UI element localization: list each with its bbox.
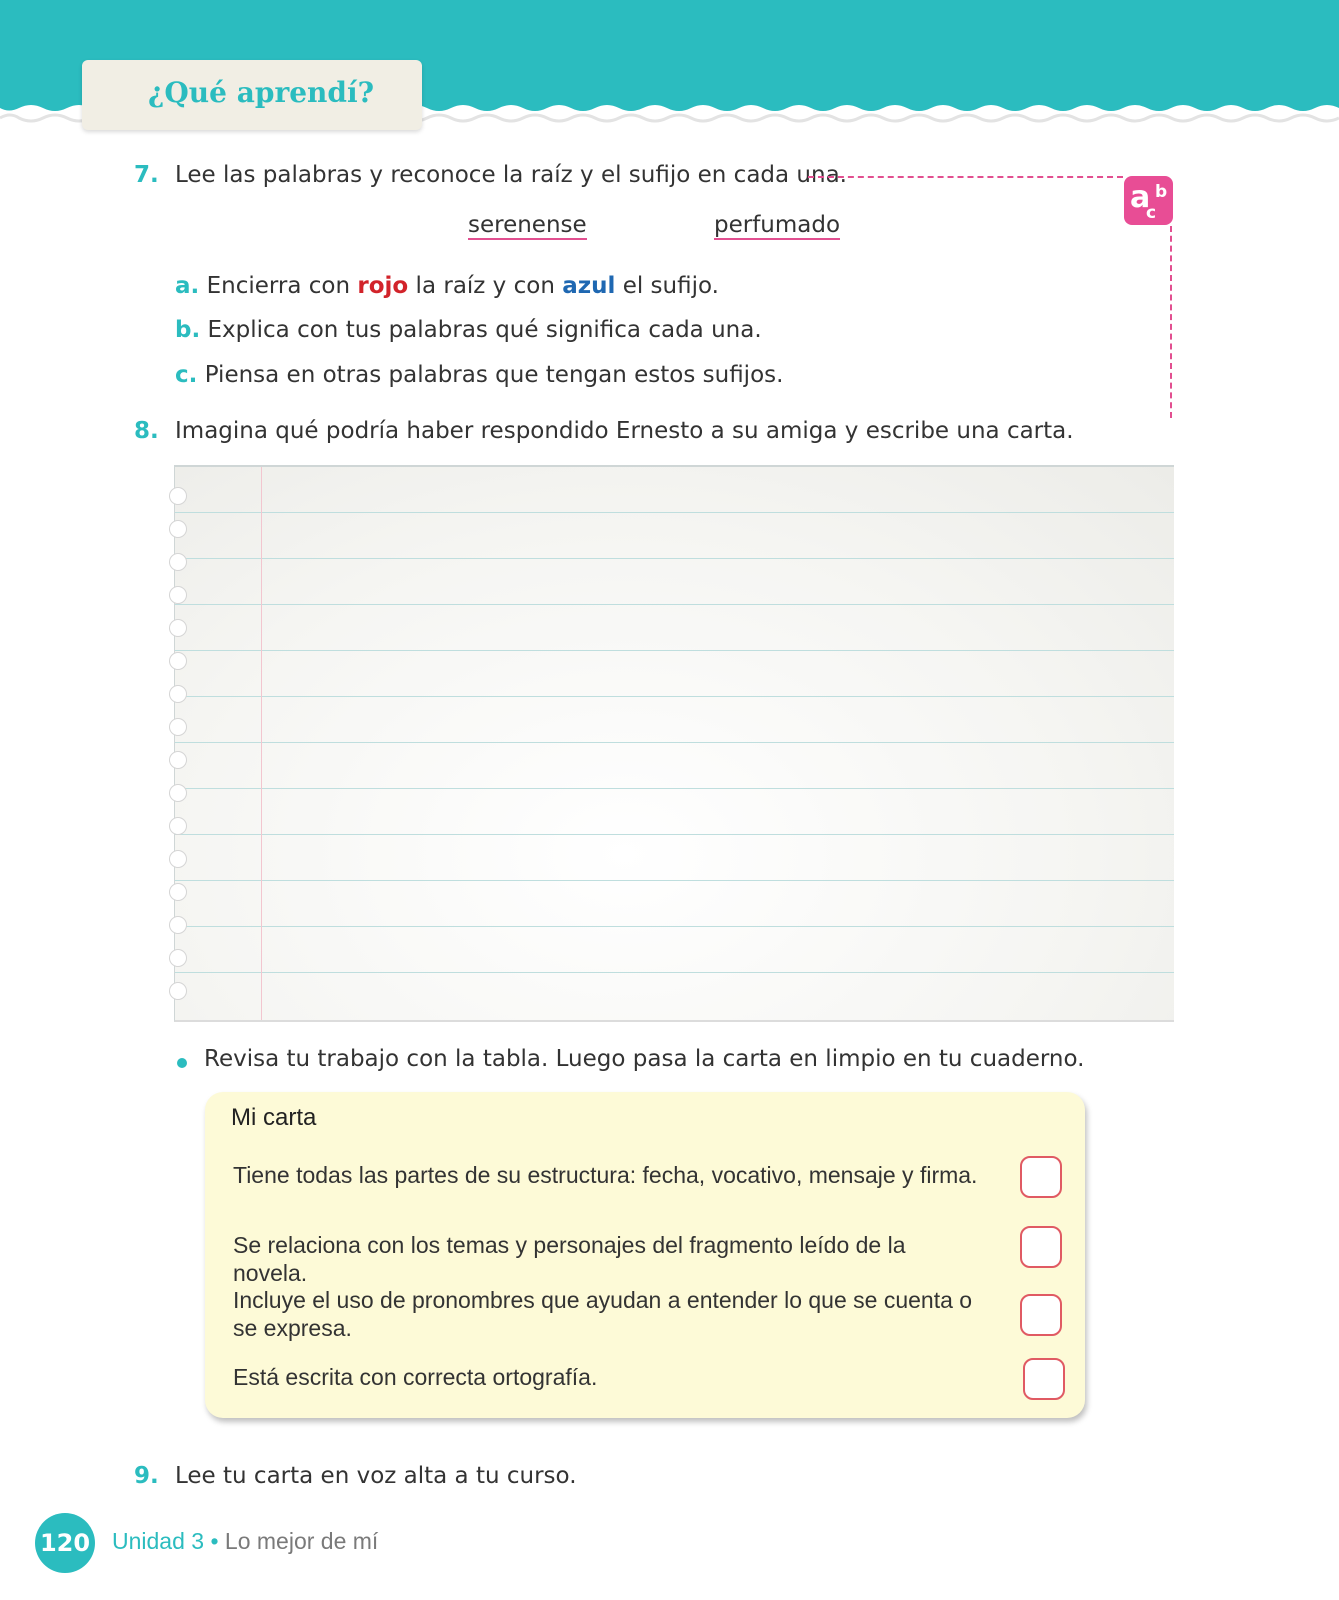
checklist-checkbox[interactable]	[1020, 1294, 1062, 1336]
binder-ring	[169, 553, 187, 571]
checklist-checkbox[interactable]	[1023, 1358, 1065, 1400]
instruction-c: c. Piensa en otras palabras que tengan estos sufijos.	[175, 362, 784, 388]
binder-ring	[169, 586, 187, 604]
letter-writing-area[interactable]	[174, 465, 1174, 1022]
review-instruction: Revisa tu trabajo con la tabla. Luego pasa la carta en limpio en tu cuaderno.	[204, 1046, 1085, 1072]
binder-ring	[169, 916, 187, 934]
binder-ring	[169, 487, 187, 505]
abc-icon	[1124, 176, 1173, 225]
checklist-item: Incluye el uso de pronombres que ayudan a entender lo que se cuenta o se expresa.	[233, 1287, 973, 1341]
section-title: ¿Qué aprendí?	[148, 76, 374, 109]
page-number: 120	[35, 1513, 95, 1573]
binder-ring	[169, 520, 187, 538]
section-title-tab	[82, 60, 422, 130]
ruled-line	[175, 604, 1174, 605]
ruled-line	[175, 558, 1174, 559]
word-rojo: rojo	[357, 273, 409, 299]
question-8-number: 8.	[134, 418, 159, 444]
ruled-line	[175, 696, 1174, 697]
checklist-item: Tiene todas las partes de su estructura: fecha, vocativo, mensaje y firma.	[233, 1162, 978, 1188]
ruled-line	[175, 926, 1174, 927]
ruled-line	[175, 650, 1174, 651]
binder-ring	[169, 619, 187, 637]
question-9-number: 9.	[134, 1463, 159, 1489]
question-7-number: 7.	[134, 162, 159, 188]
word-azul: azul	[562, 273, 616, 299]
dashed-connector-vertical	[1170, 226, 1172, 418]
checklist-checkbox[interactable]	[1020, 1156, 1062, 1198]
checklist-item: Está escrita con correcta ortografía.	[233, 1364, 598, 1390]
checklist-card	[205, 1092, 1085, 1418]
binder-ring	[169, 817, 187, 835]
binder-ring	[169, 652, 187, 670]
binder-ring	[169, 751, 187, 769]
dashed-connector	[808, 176, 1123, 178]
binder-ring	[169, 784, 187, 802]
binder-ring	[169, 949, 187, 967]
footer-unit-label: Unidad 3 • Lo mejor de mí	[112, 1528, 379, 1554]
ruled-line	[175, 834, 1174, 835]
ruled-line	[175, 512, 1174, 513]
word-perfumado: perfumado	[714, 212, 841, 238]
binder-ring	[169, 982, 187, 1000]
binder-ring	[169, 685, 187, 703]
svg-text:a: a	[1130, 180, 1151, 215]
question-8-text: Imagina qué podría haber respondido Ernesto a su amiga y escribe una carta.	[175, 418, 1074, 444]
binder-ring	[169, 718, 187, 736]
instruction-a: a. Encierra con rojo la raíz y con azul el sufijo.	[175, 273, 719, 299]
word-serenense: serenense	[468, 212, 587, 238]
checklist-item: Se relaciona con los temas y personajes del fragmento leído de la novela.	[233, 1232, 906, 1286]
checklist-checkbox[interactable]	[1020, 1226, 1062, 1268]
ruled-line	[175, 972, 1174, 973]
binder-ring	[169, 850, 187, 868]
bullet-dot	[177, 1058, 187, 1068]
checklist-title: Mi carta	[231, 1104, 317, 1131]
ruled-line	[175, 788, 1174, 789]
svg-text:b: b	[1155, 182, 1168, 202]
ruled-line	[175, 742, 1174, 743]
binder-ring	[169, 883, 187, 901]
margin-line	[261, 467, 262, 1020]
question-9-text: Lee tu carta en voz alta a tu curso.	[175, 1463, 577, 1489]
ruled-line	[175, 880, 1174, 881]
svg-text:c: c	[1146, 203, 1157, 223]
instruction-b: b. Explica con tus palabras qué significa cada una.	[175, 317, 762, 343]
question-7-text: Lee las palabras y reconoce la raíz y el sufijo en cada una.	[175, 162, 847, 188]
